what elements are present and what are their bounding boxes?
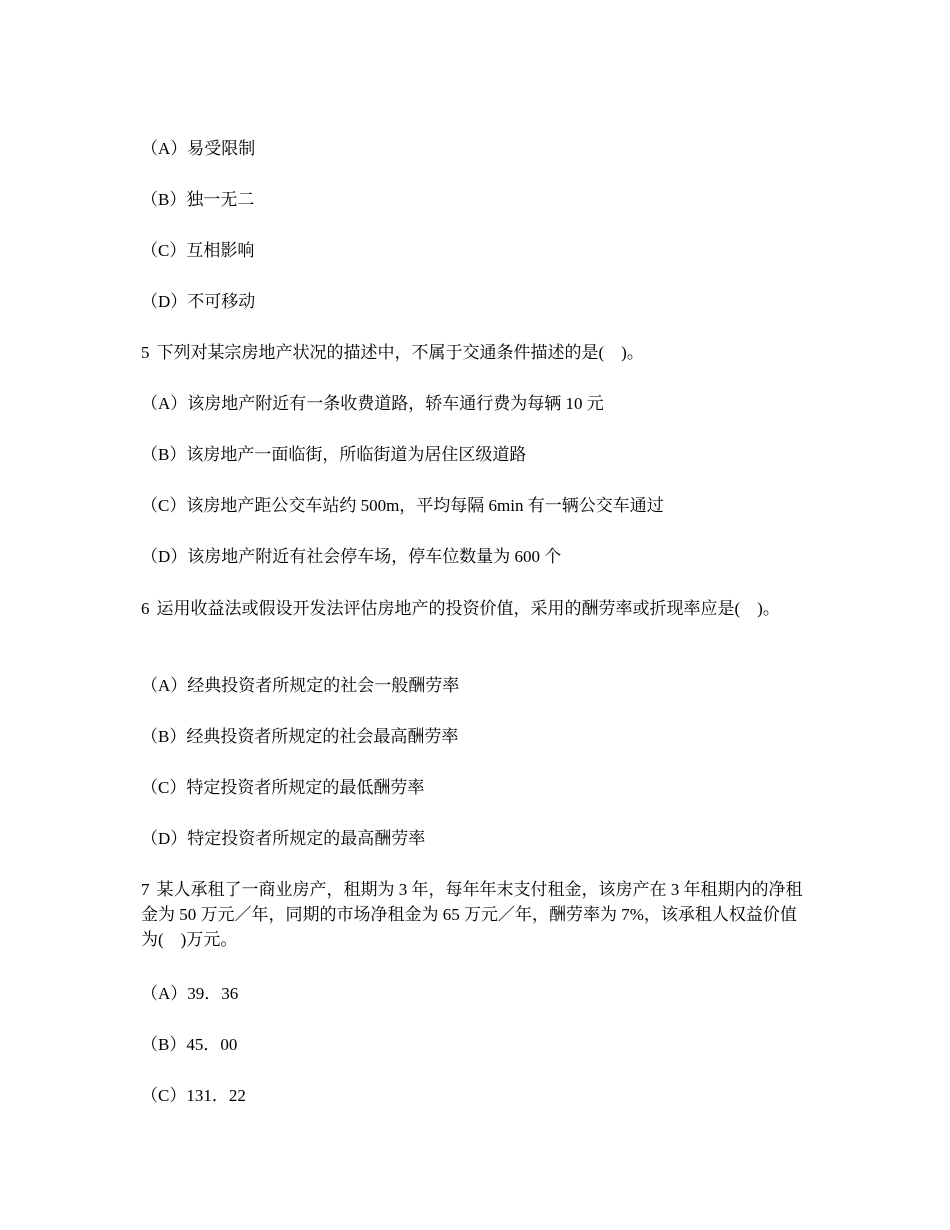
question-6-option-a: （A）经典投资者所规定的社会一般酬劳率 (141, 676, 460, 695)
question-7-stem (141, 877, 811, 952)
question-5-option-a: （A）该房地产附近有一条收费道路，轿车通行费为每辆 10 元 (141, 394, 604, 413)
question-6-option-d: （D）特定投资者所规定的最高酬劳率 (141, 829, 426, 848)
question-6-option-b: （B）经典投资者所规定的社会最高酬劳率 (141, 727, 459, 746)
option-prev-b: （B）独一无二 (141, 190, 255, 209)
question-5-option-d: （D）该房地产附近有社会停车场，停车位数量为 600 个 (141, 547, 562, 566)
question-7-option-a: （A）39．36 (141, 984, 239, 1003)
question-7-option-c: （C）131．22 (141, 1086, 246, 1105)
option-prev-a: （A）易受限制 (141, 139, 256, 158)
question-7-option-b: （B）45．00 (141, 1035, 238, 1054)
question-text: 运用收益法或假设开发法评估房地产的投资价值，采用的酬劳率或折现率应是( )。 (156, 599, 780, 618)
option-prev-d: （D）不可移动 (141, 292, 256, 311)
question-6-stem (141, 596, 811, 621)
question-number: 6 (141, 599, 150, 618)
question-6-option-c: （C）特定投资者所规定的最低酬劳率 (141, 778, 425, 797)
question-5-option-c: （C）该房地产距公交车站约 500m，平均每隔 6min 有一辆公交车通过 (141, 496, 664, 515)
question-5-stem (141, 340, 811, 365)
question-number: 5 (141, 343, 150, 362)
question-5-option-b: （B）该房地产一面临街，所临街道为居住区级道路 (141, 445, 527, 464)
question-text: 某人承租了一商业房产，租期为 3 年，每年年末支付租金，该房产在 3 年租期内的净租金为 50 万元／年，同期的市场净租金为 65 万元／年，酬劳率为 7%，该承租人权益价值为( )万元。 (141, 880, 803, 949)
option-prev-c: （C）互相影响 (141, 241, 255, 260)
question-number: 7 (141, 880, 150, 899)
question-text: 下列对某宗房地产状况的描述中，不属于交通条件描述的是( )。 (156, 343, 644, 362)
